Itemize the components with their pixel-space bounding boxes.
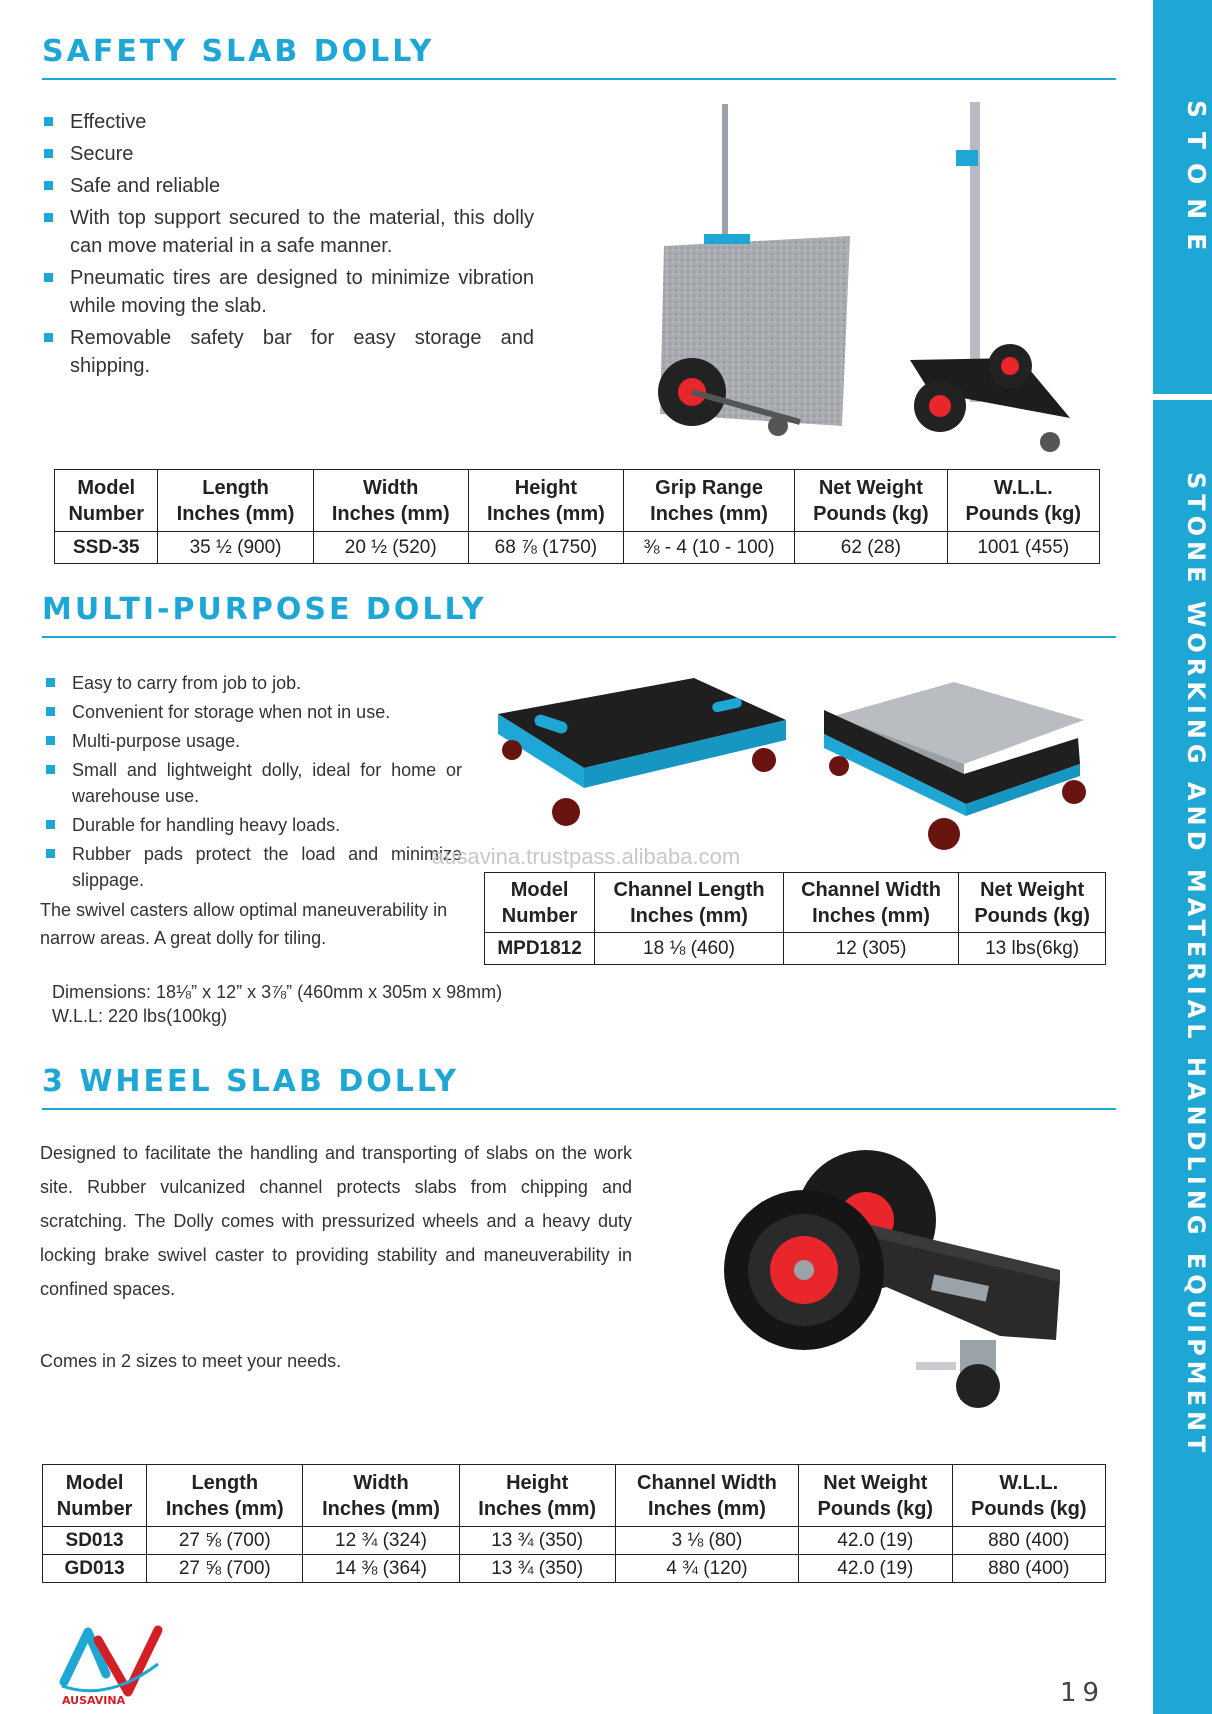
page-number: 19 — [1060, 1678, 1106, 1708]
table-cell: 18 ⅛ (460) — [595, 933, 784, 965]
dimensions-text: Dimensions: 18⅛” x 12” x 3⅞” (460mm x 305m x 98mm) — [52, 982, 503, 1002]
table-cell: 3 ⅛ (80) — [615, 1527, 798, 1555]
section-divider — [42, 636, 1116, 638]
multi-purpose-dolly-description: The swivel casters allow optimal maneuverability in narrow areas. A great dolly for tiling. — [40, 900, 448, 948]
svg-text:AUSAVINA: AUSAVINA — [62, 1694, 126, 1707]
table-cell: 27 ⅝ (700) — [147, 1555, 303, 1583]
safety-slab-dolly-features — [40, 108, 534, 384]
table-row — [485, 933, 1106, 965]
table-cell: 880 (400) — [952, 1555, 1105, 1583]
table-header: Height Inches (mm) — [468, 470, 623, 532]
table-header: Length Inches (mm) — [147, 1465, 303, 1527]
table-header: Channel Length Inches (mm) — [595, 873, 784, 933]
table-header: Channel Width Inches (mm) — [615, 1465, 798, 1527]
table-cell: MPD1812 — [485, 933, 595, 965]
table-row — [43, 1555, 1106, 1583]
table-header: Model Number — [485, 873, 595, 933]
table-cell: SSD-35 — [55, 532, 158, 564]
multi-purpose-dolly-features — [42, 670, 462, 896]
feature-item: Rubber pads protect the load and minimize slippage. — [42, 841, 462, 893]
section-divider — [42, 78, 1116, 80]
table-header: Width Inches (mm) — [313, 470, 468, 532]
table-cell: GD013 — [43, 1555, 147, 1583]
table-cell: 12 (305) — [783, 933, 958, 965]
table-cell: 12 ¾ (324) — [303, 1527, 459, 1555]
table-cell: 35 ½ (900) — [158, 532, 313, 564]
table-cell: ⅜ - 4 (10 - 100) — [623, 532, 794, 564]
feature-item: Removable safety bar for easy storage and shipping. — [40, 324, 534, 380]
wll-text: W.L.L: 220 lbs(100kg) — [52, 1006, 228, 1026]
feature-item: Small and lightweight dolly, ideal for home or warehouse use. — [42, 757, 462, 809]
table-cell: 14 ⅜ (364) — [303, 1555, 459, 1583]
sidebar-section-label: STONE WORKING AND MATERIAL HANDLING EQUIPMENT — [1182, 472, 1210, 1458]
feature-item: Secure — [40, 140, 534, 168]
feature-item: Effective — [40, 108, 534, 136]
table-header: Height Inches (mm) — [459, 1465, 615, 1527]
table-header: Model Number — [43, 1465, 147, 1527]
table-cell: 4 ¾ (120) — [615, 1555, 798, 1583]
section-divider — [42, 1108, 1116, 1110]
table-cell: 42.0 (19) — [799, 1527, 952, 1555]
watermark: ausavina.trustpass.alibaba.com — [432, 844, 741, 869]
feature-item: With top support secured to the material, this dolly can move material in a safe manner. — [40, 204, 534, 260]
feature-item: Pneumatic tires are designed to minimize vibration while moving the slab. — [40, 264, 534, 320]
table-row — [43, 1527, 1106, 1555]
table-header: Width Inches (mm) — [303, 1465, 459, 1527]
table-header-row — [55, 470, 1100, 532]
table-header: W.L.L. Pounds (kg) — [952, 1465, 1105, 1527]
feature-item: Safe and reliable — [40, 172, 534, 200]
table-header: Length Inches (mm) — [158, 470, 313, 532]
table-header: Net Weight Pounds (kg) — [795, 470, 947, 532]
feature-item: Durable for handling heavy loads. — [42, 812, 462, 838]
safety-slab-dolly-table — [54, 469, 1100, 564]
table-cell: 42.0 (19) — [799, 1555, 952, 1583]
table-cell: 13 lbs(6kg) — [959, 933, 1106, 965]
table-row — [55, 532, 1100, 564]
table-cell: 1001 (455) — [947, 532, 1099, 564]
table-header: Channel Width Inches (mm) — [783, 873, 958, 933]
table-cell: 13 ¾ (350) — [459, 1555, 615, 1583]
three-wheel-slab-dolly-table — [42, 1464, 1106, 1583]
three-wheel-slab-dolly-image — [720, 1150, 1100, 1420]
safety-slab-dolly-image — [650, 96, 1070, 460]
table-header: W.L.L. Pounds (kg) — [947, 470, 1099, 532]
multi-purpose-dolly-title: MULTI-PURPOSE DOLLY — [42, 592, 487, 627]
safety-slab-dolly-title: SAFETY SLAB DOLLY — [42, 34, 435, 69]
feature-item: Convenient for storage when not in use. — [42, 699, 462, 725]
multi-purpose-dolly-table — [484, 872, 1106, 965]
table-header-row — [485, 873, 1106, 933]
feature-item: Multi-purpose usage. — [42, 728, 462, 754]
table-cell: 20 ½ (520) — [313, 532, 468, 564]
table-cell: 62 (28) — [795, 532, 947, 564]
multi-purpose-dolly-dimensions — [52, 980, 502, 1028]
table-cell: SD013 — [43, 1527, 147, 1555]
table-cell: 13 ¾ (350) — [459, 1527, 615, 1555]
multi-purpose-dolly-image — [494, 664, 1114, 854]
feature-item: Easy to carry from job to job. — [42, 670, 462, 696]
table-header-row — [43, 1465, 1106, 1527]
table-cell: 27 ⅝ (700) — [147, 1527, 303, 1555]
table-header: Net Weight Pounds (kg) — [959, 873, 1106, 933]
three-wheel-slab-dolly-title: 3 WHEEL SLAB DOLLY — [42, 1064, 460, 1099]
sidebar-category-label: STONE — [1182, 100, 1211, 265]
table-header: Net Weight Pounds (kg) — [799, 1465, 952, 1527]
table-header: Grip Range Inches (mm) — [623, 470, 794, 532]
ausavina-logo — [58, 1624, 168, 1710]
three-wheel-slab-dolly-sizes-note: Comes in 2 sizes to meet your needs. — [40, 1351, 342, 1371]
table-cell: 880 (400) — [952, 1527, 1105, 1555]
table-header: Model Number — [55, 470, 158, 532]
three-wheel-slab-dolly-description: Designed to facilitate the handling and transporting of slabs on the work site. Rubber vulcanized channel protects slabs from chipping and scratching. The Dolly comes with pressurized wheels and a heavy duty locking brake swivel caster to providing stability and maneuverability in confined spaces. — [40, 1143, 632, 1299]
table-cell: 68 ⅞ (1750) — [468, 532, 623, 564]
